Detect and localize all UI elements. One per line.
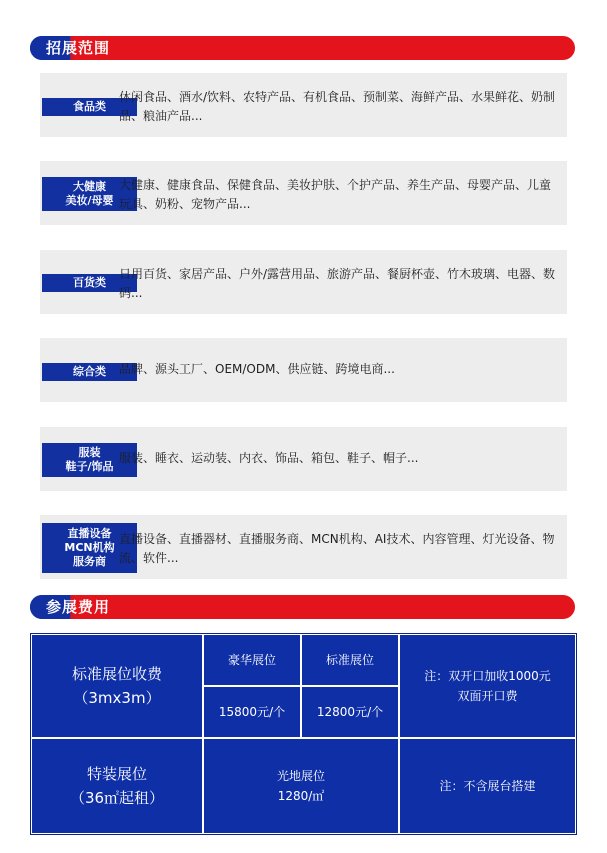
category-description: 品牌、源头工厂、OEM/ODM、供应链、跨境电商...	[119, 362, 395, 376]
category-description: 直播设备、直播器材、直播服务商、MCN机构、AI技术、内容管理、灯光设备、物流、软件...	[119, 532, 555, 565]
luxury-booth-label: 豪华展位	[227, 653, 276, 667]
section-header-scope	[30, 36, 575, 60]
section-header-fees	[30, 595, 575, 619]
standard-booth-label: 标准展位	[325, 653, 374, 667]
luxury-booth-price-cell	[203, 686, 301, 738]
category-live-streaming	[40, 515, 567, 579]
category-label: 大健康 美妆/母婴	[42, 177, 137, 211]
bare-space-label: 光地展位	[276, 769, 325, 783]
category-description: 大健康、健康食品、保健食品、美妆护肤、个护产品、养生产品、母婴产品、儿童玩具、奶粉、宠物产品...	[119, 178, 552, 211]
opening-fee-note: 注：双开口加收1000元	[424, 669, 551, 683]
booth-construction-note: 注：不含展台搭建	[439, 779, 536, 793]
special-booth-title: 特装展位	[86, 765, 147, 783]
standard-booth-title-cell	[31, 634, 203, 738]
opening-fee-note-cell	[399, 634, 576, 738]
opening-fee-note-detail: 双面开口费	[457, 689, 518, 703]
category-label: 服装 鞋子/饰品	[42, 443, 137, 477]
category-description: 休闲食品、酒水/饮料、农特产品、有机食品、预制菜、海鲜产品、水果鲜花、奶制品、粮油产品...	[119, 90, 556, 123]
booth-construction-note-cell	[399, 738, 576, 834]
category-label: 综合类	[42, 363, 137, 381]
category-comprehensive	[40, 338, 567, 402]
special-booth-size: （36㎡起租）	[69, 789, 165, 807]
category-general-merchandise	[40, 250, 567, 314]
standard-booth-price-cell	[301, 686, 399, 738]
fee-table	[30, 633, 577, 835]
standard-booth-title: 标准展位收费	[71, 665, 162, 683]
section-title-fees: 参展费用	[46, 598, 111, 616]
category-health-beauty	[40, 161, 567, 225]
category-description: 服装、睡衣、运动装、内衣、饰品、箱包、鞋子、帽子...	[119, 451, 419, 465]
section-title-scope: 招展范围	[46, 39, 111, 57]
standard-booth-size: （3mx3m）	[73, 689, 161, 707]
standard-booth-label-cell	[301, 634, 399, 686]
luxury-booth-label-cell	[203, 634, 301, 686]
luxury-booth-price: 15800元/个	[218, 705, 286, 719]
special-booth-title-cell	[31, 738, 203, 834]
standard-booth-price: 12800元/个	[316, 705, 384, 719]
category-label: 直播设备 MCN机构 服务商	[42, 523, 137, 573]
category-description: 日用百货、家居产品、户外/露营用品、旅游产品、餐厨杯壶、竹木玻璃、电器、数码...	[119, 267, 556, 300]
category-food	[40, 73, 567, 137]
bare-space-price: 1280/㎡	[277, 789, 325, 803]
bare-space-cell	[203, 738, 399, 834]
category-label: 食品类	[42, 98, 137, 116]
category-apparel	[40, 427, 567, 491]
category-label: 百货类	[42, 274, 137, 292]
